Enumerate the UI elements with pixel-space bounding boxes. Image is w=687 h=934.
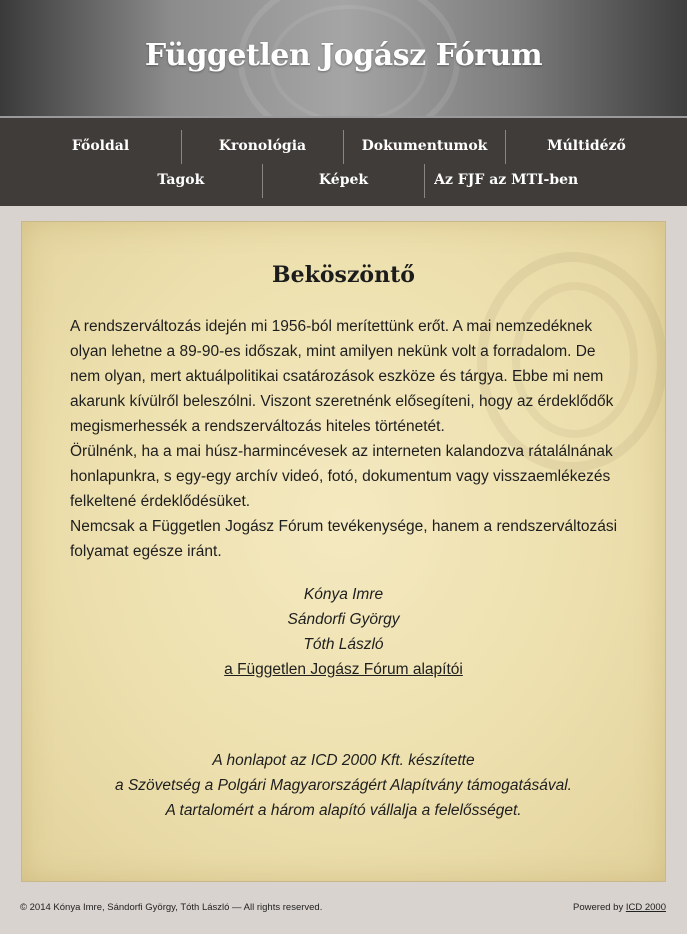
nav-row-1 — [0, 118, 687, 164]
page-title: Beköszöntő — [272, 262, 415, 288]
footer-powered — [573, 902, 666, 913]
content-paper — [21, 221, 666, 882]
founders-link[interactable]: a Független Jogász Fórum alapítói — [224, 661, 463, 678]
nav-item-multidezo[interactable]: Múltidéző — [505, 130, 667, 164]
powered-by-link[interactable]: ICD 2000 — [625, 902, 666, 913]
credit-line: A tartalomért a három alapító vállalja a felelősséget. — [165, 802, 522, 819]
intro-text — [70, 314, 625, 564]
main-navigation — [0, 116, 687, 206]
signers — [22, 582, 665, 682]
site-header — [0, 0, 687, 116]
signer-name: Sándorfi György — [287, 611, 400, 628]
credits — [22, 748, 665, 823]
paragraph: Nemcsak a Független Jogász Fórum tevékenysége, hanem a rendszerváltozási folyamat egésze iránt. — [70, 518, 618, 560]
nav-item-tagok[interactable]: Tagok — [157, 172, 205, 188]
nav-item-fjf-mti[interactable]: Az FJF az MTI-ben — [424, 164, 587, 198]
credit-line: A honlapot az ICD 2000 Kft. készítette — [212, 752, 475, 769]
site-title: Független Jogász Fórum — [144, 38, 543, 73]
signer-name: Tóth László — [303, 636, 384, 653]
nav-row-2 — [0, 164, 687, 198]
paragraph: Örülnénk, ha a mai húsz-harmincévesek az interneten kalandozva rátalálnának honlapunkra, s egy-egy archív videó, fotó, dokumentum vagy visszaemlékezés felkeltené érdeklődésüket. — [70, 443, 613, 510]
paragraph: A rendszerváltozás idején mi 1956-ból merítettünk erőt. A mai nemzedéknek olyan lehetne a 89-90-es időszak, mint amilyen nekünk volt a forradalom. De nem olyan, mert aktuálpolitikai csatározások eszköze és tárgya. Ebbe mi nem akarunk kívülről beleszólni. Viszont szeretnénk elősegíteni, hogy az érdeklődők megismerhessék a rendszerváltozás hiteles történetét. — [70, 318, 614, 435]
credit-line: a Szövetség a Polgári Magyarországért Alapítvány támogatásával. — [115, 777, 572, 794]
nav-item-kepek[interactable]: Képek — [262, 164, 425, 198]
nav-item-fooldal[interactable]: Főoldal — [71, 138, 130, 154]
powered-by-label: Powered by — [573, 902, 624, 913]
nav-item-dokumentumok[interactable]: Dokumentumok — [343, 130, 505, 164]
nav-item-kronologia[interactable]: Kronológia — [181, 130, 343, 164]
signer-name: Kónya Imre — [303, 586, 384, 603]
footer-copyright: © 2014 Kónya Imre, Sándorfi György, Tóth László — All rights reserved. — [20, 902, 323, 913]
